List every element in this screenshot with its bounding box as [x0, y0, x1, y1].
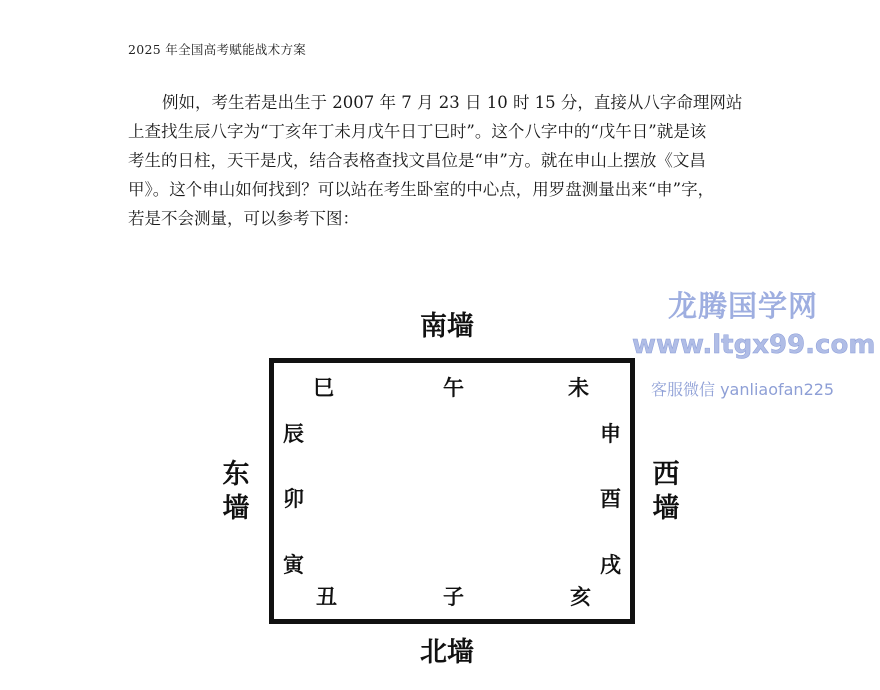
east-wall-label: 东墙: [222, 459, 250, 524]
watermark-url: www.ltgx99.com: [632, 330, 876, 360]
branch-si: 巳: [313, 376, 334, 400]
north-wall-label: 北墙: [420, 637, 474, 668]
paragraph-line: 例如，考生若是出生于 2007 年 7 月 23 日 10 时 15 分，直接从八字命理网站: [162, 93, 743, 112]
paragraph-line: 若是不会测量，可以参考下图：: [128, 209, 359, 228]
paragraph-line: 上查找生辰八字为“丁亥年丁未月戊午日丁巳时”。这个八字中的“戊午日”就是该: [128, 122, 707, 141]
branch-hai: 亥: [570, 585, 591, 609]
body-paragraph: [128, 88, 768, 233]
paragraph-line: 甲》。这个申山如何找到？可以站在考生卧室的中心点，用罗盘测量出来“申”字，: [128, 180, 715, 199]
branch-wei: 未: [568, 376, 589, 400]
branch-mao: 卯: [283, 487, 304, 511]
branch-chen: 辰: [283, 422, 304, 446]
branch-shen: 申: [600, 422, 621, 446]
south-wall-label: 南墙: [420, 311, 474, 342]
branch-you: 酉: [600, 487, 621, 511]
page-header: 2025 年全国高考赋能战术方案: [128, 42, 307, 57]
branch-chou: 丑: [316, 585, 337, 609]
branch-zi: 子: [443, 585, 464, 609]
branch-wu: 午: [443, 376, 464, 400]
paragraph-line: 考生的日柱，天干是戊，结合表格查找文昌位是“申”方。就在申山上摆放《文昌: [128, 151, 706, 170]
branch-yin: 寅: [283, 553, 304, 577]
branch-xu: 戌: [600, 553, 621, 577]
west-wall-label: 西墙: [652, 459, 680, 524]
watermark-title: 龙腾国学网: [668, 289, 819, 323]
watermark-service: 客服微信 yanliaofan225: [651, 380, 835, 399]
